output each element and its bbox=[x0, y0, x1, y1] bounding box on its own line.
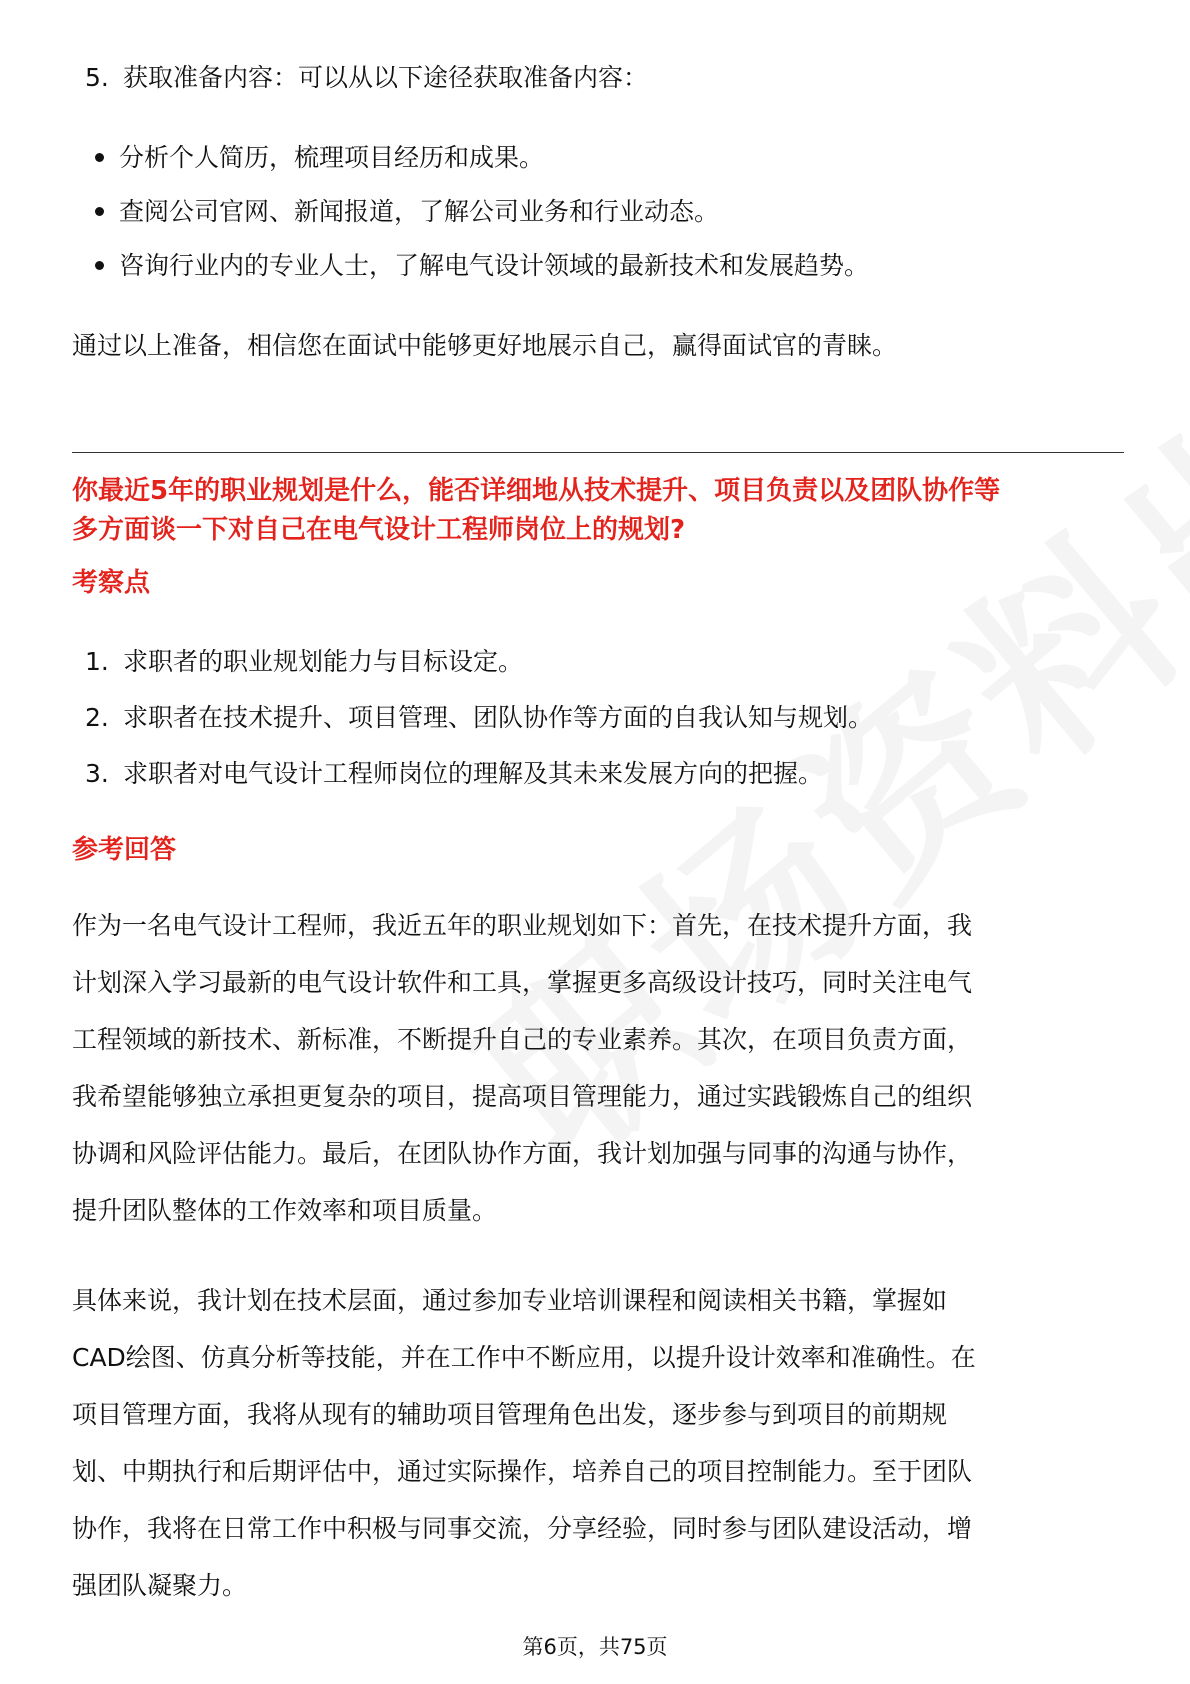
answer-line: 协调和风险评估能力。最后，在团队协作方面，我计划加强与同事的沟通与协作， bbox=[72, 1139, 973, 1168]
reference-title: 参考回答 bbox=[72, 835, 177, 865]
bullet-text: 查阅公司官网、新闻报道，了解公司业务和行业动态。 bbox=[119, 197, 720, 226]
question-line: 你最近5年的职业规划是什么，能否详细地从技术提升、项目负责以及团队协作等 bbox=[72, 476, 1001, 506]
bullet-dot-icon bbox=[95, 261, 104, 270]
answer-line: 划、中期执行和后期评估中，通过实际操作，培养自己的项目控制能力。至于团队 bbox=[72, 1457, 973, 1486]
list-number: 3. bbox=[85, 759, 109, 788]
bullet-text: 咨询行业内的专业人士，了解电气设计领域的最新技术和发展趋势。 bbox=[119, 251, 870, 280]
assessment-item bbox=[85, 646, 523, 678]
assessment-item bbox=[85, 702, 873, 734]
answer-line: 工程领域的新技术、新标准，不断提升自己的专业素养。其次，在项目负责方面， bbox=[72, 1025, 973, 1054]
answer-line: 强团队凝聚力。 bbox=[72, 1571, 248, 1600]
list-text: 求职者在技术提升、项目管理、团队协作等方面的自我认知与规划。 bbox=[123, 703, 874, 732]
list-text: 求职者对电气设计工程师岗位的理解及其未来发展方向的把握。 bbox=[123, 759, 824, 788]
list-number: 5. bbox=[85, 63, 109, 92]
answer-line: 计划深入学习最新的电气设计软件和工具，掌握更多高级设计技巧，同时关注电气 bbox=[72, 968, 973, 997]
conclusion-paragraph: 通过以上准备，相信您在面试中能够更好地展示自己，赢得面试官的青睐。 bbox=[72, 331, 898, 360]
list-text: 求职者的职业规划能力与目标设定。 bbox=[123, 647, 524, 676]
bullet-item bbox=[95, 196, 719, 228]
bullet-dot-icon bbox=[95, 153, 104, 162]
bullet-text: 分析个人简历，梳理项目经历和成果。 bbox=[119, 143, 545, 172]
answer-paragraph-2 bbox=[72, 1272, 1132, 1614]
answer-line: 协作，我将在日常工作中积极与同事交流，分享经验，同时参与团队建设活动，增 bbox=[72, 1514, 973, 1543]
list-number: 1. bbox=[85, 647, 109, 676]
question-line: 多方面谈一下对自己在电气设计工程师岗位上的规划? bbox=[72, 515, 686, 545]
prep-item-5 bbox=[85, 62, 648, 94]
answer-line: 作为一名电气设计工程师，我近五年的职业规划如下：首先，在技术提升方面，我 bbox=[72, 911, 973, 940]
answer-line: 项目管理方面，我将从现有的辅助项目管理角色出发，逐步参与到项目的前期规 bbox=[72, 1400, 948, 1429]
list-text: 获取准备内容：可以从以下途径获取准备内容： bbox=[123, 63, 649, 92]
answer-line: 我希望能够独立承担更复杂的项目，提高项目管理能力，通过实践锻炼自己的组织 bbox=[72, 1082, 973, 1111]
list-number: 2. bbox=[85, 703, 109, 732]
answer-line: 提升团队整体的工作效率和项目质量。 bbox=[72, 1196, 498, 1225]
bullet-item bbox=[95, 250, 869, 282]
answer-paragraph-1 bbox=[72, 897, 1132, 1239]
bullet-dot-icon bbox=[95, 207, 104, 216]
assessment-item bbox=[85, 758, 823, 790]
answer-line: CAD绘图、仿真分析等技能，并在工作中不断应用，以提升设计效率和准确性。在 bbox=[72, 1343, 976, 1372]
answer-line: 具体来说，我计划在技术层面，通过参加专业培训课程和阅读相关书籍，掌握如 bbox=[72, 1286, 948, 1315]
assessment-title: 考察点 bbox=[72, 568, 151, 598]
question-heading bbox=[72, 472, 1132, 550]
page-number: 第6页，共75页 bbox=[522, 1635, 668, 1659]
bullet-item bbox=[95, 142, 544, 174]
section-divider bbox=[72, 452, 1124, 453]
